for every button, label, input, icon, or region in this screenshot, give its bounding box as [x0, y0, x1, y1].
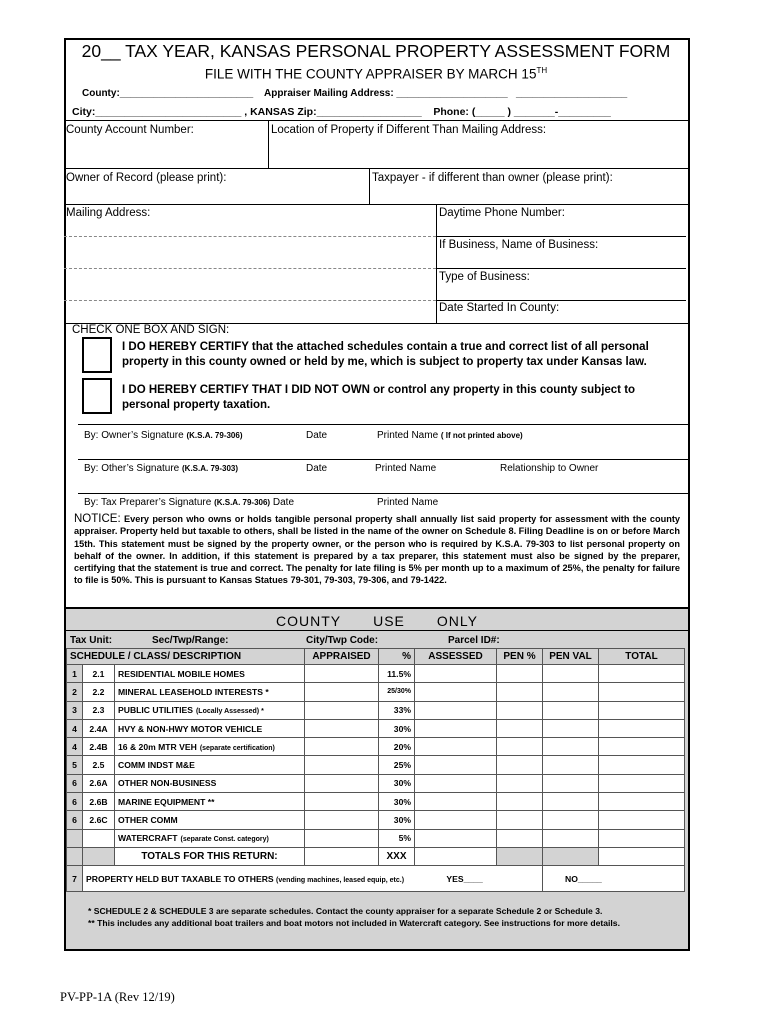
class-code: 2.1	[83, 665, 115, 683]
total-cell[interactable]	[599, 756, 685, 774]
class-code: 2.6B	[83, 793, 115, 811]
pen-val-cell[interactable]	[543, 756, 599, 774]
description	[115, 738, 305, 756]
date-label: Date	[306, 430, 328, 441]
location-label: Location of Property if Different Than Mailing Address:	[271, 124, 547, 136]
col-header: ASSESSED	[415, 649, 497, 665]
col-header: PEN %	[497, 649, 543, 665]
table-row	[67, 665, 685, 683]
description	[115, 829, 305, 847]
description	[115, 811, 305, 829]
totals-xxx: XXX	[379, 847, 415, 865]
appraised-cell[interactable]	[305, 701, 379, 719]
description-text: WATERCRAFT	[118, 833, 178, 844]
pen-pct-cell[interactable]	[497, 683, 543, 701]
pen-pct-cell[interactable]	[497, 811, 543, 829]
pen-val-cell[interactable]	[543, 811, 599, 829]
row-7	[67, 866, 685, 892]
class-code: 2.3	[83, 701, 115, 719]
tax-unit-label: Tax Unit:	[70, 635, 113, 646]
form-title: 20__ TAX YEAR, KANSAS PERSONAL PROPERTY ASSESSMENT FORM	[81, 41, 671, 61]
owner-signature-line[interactable]	[78, 424, 690, 425]
pen-pct-cell[interactable]	[497, 774, 543, 792]
schedule-number: 5	[67, 756, 83, 774]
pen-pct-cell[interactable]	[497, 829, 543, 847]
certify-own-text: I DO HEREBY CERTIFY that the attached schedules contain a true and correct list of all personal property in this county owned or held by me, which is subject to property tax under Kansas law.	[122, 341, 649, 368]
class-code: 2.6A	[83, 774, 115, 792]
assessed-cell[interactable]	[415, 738, 497, 756]
totals-row	[67, 847, 685, 865]
description-note: (Locally Assessed) *	[195, 708, 264, 716]
percent: 5%	[379, 829, 415, 847]
business-name-label: If Business, Name of Business:	[439, 239, 599, 251]
schedule-number: 4	[67, 719, 83, 737]
schedule-number	[67, 829, 83, 847]
row-7-description: PROPERTY HELD BUT TAXABLE TO OTHERS (vending machines, leased equip, etc.) YES____	[83, 866, 543, 892]
schedule-table	[66, 648, 685, 892]
table-row	[67, 738, 685, 756]
pen-pct-cell[interactable]	[497, 701, 543, 719]
assessed-cell[interactable]	[415, 829, 497, 847]
appraised-cell[interactable]	[305, 665, 379, 683]
description	[115, 793, 305, 811]
assessed-cell[interactable]	[415, 665, 497, 683]
table-row	[67, 829, 685, 847]
schedule-number: 2	[67, 683, 83, 701]
owner-of-record-label: Owner of Record (please print):	[66, 172, 227, 184]
pen-val-cell[interactable]	[543, 719, 599, 737]
certify-own-checkbox[interactable]	[82, 337, 112, 373]
class-code: 2.2	[83, 683, 115, 701]
divider	[64, 120, 688, 121]
percent: 30%	[379, 774, 415, 792]
total-cell[interactable]	[599, 665, 685, 683]
county-use-only-title: COUNTY USE ONLY	[275, 613, 478, 629]
divider	[436, 300, 686, 301]
yes-field[interactable]: YES____	[446, 873, 483, 884]
total-cell[interactable]	[599, 811, 685, 829]
date-label: Date	[306, 463, 328, 474]
schedule-number: 3	[67, 701, 83, 719]
divider	[64, 204, 688, 205]
description-text: PUBLIC UTILITIES	[118, 705, 193, 716]
description-text: OTHER NON-BUSINESS	[118, 778, 217, 789]
divider	[64, 168, 688, 169]
mailing-line-3[interactable]	[64, 300, 436, 301]
city-zip-phone-line[interactable]: City:_________________________ , KANSAS Zip:__________________ Phone: (_____ ) _______-_________	[72, 106, 611, 118]
col-header: SCHEDULE / CLASS/ DESCRIPTION	[67, 649, 305, 665]
percent: 33%	[379, 701, 415, 719]
printed-name-label: Printed Name	[375, 463, 437, 474]
table-row	[67, 811, 685, 829]
col-header: TOTAL	[599, 649, 685, 665]
mailing-line-2[interactable]	[64, 268, 436, 269]
form-subtitle: FILE WITH THE COUNTY APPRAISER BY MARCH 15TH	[204, 66, 548, 82]
class-code: 2.4A	[83, 719, 115, 737]
parcel-id-label: Parcel ID#:	[448, 635, 500, 646]
city-twp-code-label: City/Twp Code:	[306, 635, 379, 646]
pen-val-cell[interactable]	[543, 793, 599, 811]
class-code: 2.6C	[83, 811, 115, 829]
row-7-number: 7	[67, 866, 83, 892]
pen-val-cell[interactable]	[543, 774, 599, 792]
table-row	[67, 756, 685, 774]
percent: 25%	[379, 756, 415, 774]
percent: 20%	[379, 738, 415, 756]
class-code	[83, 829, 115, 847]
printed-name-label: Printed Name	[377, 497, 439, 508]
divider	[66, 630, 688, 631]
total-cell[interactable]	[599, 793, 685, 811]
preparer-signature-line[interactable]	[78, 493, 690, 494]
table-row	[67, 701, 685, 719]
description	[115, 683, 305, 701]
col-header: PEN VAL	[543, 649, 599, 665]
assessed-cell[interactable]	[415, 793, 497, 811]
pen-pct-cell[interactable]	[497, 719, 543, 737]
description-note: (separate Const. category)	[180, 836, 269, 844]
class-code: 2.5	[83, 756, 115, 774]
county-appraiser-line[interactable]: County:________________________ Appraiser Mailing Address: ____________________ ____________________	[82, 88, 628, 99]
assessed-cell[interactable]	[415, 719, 497, 737]
divider	[436, 204, 437, 324]
schedule-number: 4	[67, 738, 83, 756]
county-account-label: County Account Number:	[66, 124, 194, 136]
description-text: RESIDENTIAL MOBILE HOMES	[118, 668, 245, 679]
schedule-footnotes	[88, 906, 678, 929]
description-text: HVY & NON-HWY MOTOR VEHICLE	[118, 723, 263, 734]
other-signature-label: By: Other’s Signature (K.S.A. 79-303)	[84, 463, 239, 474]
pen-val-cell[interactable]	[543, 665, 599, 683]
other-signature-line[interactable]	[78, 459, 690, 460]
assessed-cell[interactable]	[415, 701, 497, 719]
table-row	[67, 683, 685, 701]
class-code: 2.4B	[83, 738, 115, 756]
pen-val-cell[interactable]	[543, 683, 599, 701]
assessed-cell[interactable]	[415, 683, 497, 701]
taxpayer-label: Taxpayer - if different than owner (please print):	[372, 172, 613, 184]
description-text: OTHER COMM	[118, 815, 178, 826]
appraised-cell[interactable]	[305, 719, 379, 737]
appraised-cell[interactable]	[305, 756, 379, 774]
total-cell[interactable]	[599, 774, 685, 792]
relationship-label: Relationship to Owner	[500, 463, 599, 474]
schedule-number: 6	[67, 811, 83, 829]
pen-pct-cell[interactable]	[497, 756, 543, 774]
mailing-address-label: Mailing Address:	[66, 207, 151, 219]
pen-val-cell[interactable]	[543, 829, 599, 847]
total-cell[interactable]	[599, 829, 685, 847]
printed-name-label: Printed Name ( If not printed above)	[377, 430, 523, 441]
col-header: APPRAISED	[305, 649, 379, 665]
totals-appraised-cell[interactable]	[305, 847, 379, 865]
assessed-cell[interactable]	[415, 756, 497, 774]
footnote-2: ** This includes any additional boat trailers and boat motors not included in Watercraft category. See instructions for more details.	[88, 917, 620, 928]
description	[115, 719, 305, 737]
check-one-instruction: CHECK ONE BOX AND SIGN:	[72, 324, 230, 336]
percent: 30%	[379, 793, 415, 811]
form-revision: PV-PP-1A (Rev 12/19)	[60, 990, 175, 1004]
appraised-cell[interactable]	[305, 683, 379, 701]
appraised-cell[interactable]	[305, 793, 379, 811]
appraised-cell[interactable]	[305, 829, 379, 847]
date-started-label: Date Started In County:	[439, 302, 560, 314]
description-text: 16 & 20m MTR VEH	[118, 741, 197, 752]
business-type-label: Type of Business:	[439, 271, 530, 283]
notice-paragraph: NOTICE: Every person who owns or holds tangible personal property shall annually list said property for assessment with the county appraiser. Property held but taxable to others, shall be listed in the name of the owner on Schedule 8. Filing Deadline is on or before March 15th. This statement must be signed by the property owner, or the person who is required by K.S.A. 79-303 to list personal property on behalf of the owner. In addition, if this statement is prepared by a tax preparer, this statement must also be signed by the preparer, certifying that the statement is true and correct. The penalty for late filing is 5% per month up to a maximum of 25%, the penalty for failure to file is 50%. This is pursuant to Kansas Statues 79-301, 79-303, 79-306, and 79-1422.	[74, 513, 680, 586]
total-cell[interactable]	[599, 701, 685, 719]
divider	[436, 268, 686, 269]
schedule-number: 1	[67, 665, 83, 683]
pen-pct-cell[interactable]	[497, 738, 543, 756]
certify-not-own-text: I DO HEREBY CERTIFY THAT I DID NOT OWN or control any property in this county subject to personal property taxation.	[122, 384, 636, 411]
certify-not-own-checkbox[interactable]	[82, 378, 112, 414]
percent: 25/30%	[379, 683, 415, 701]
table-row	[67, 774, 685, 792]
divider	[369, 168, 370, 204]
percent: 11.5%	[379, 665, 415, 683]
assessed-cell[interactable]	[415, 774, 497, 792]
owner-signature-label: By: Owner’s Signature (K.S.A. 79-306)	[84, 430, 243, 441]
totals-assessed-cell[interactable]	[415, 847, 497, 865]
col-header: %	[379, 649, 415, 665]
schedule-number: 6	[67, 774, 83, 792]
pen-val-cell[interactable]	[543, 701, 599, 719]
percent: 30%	[379, 811, 415, 829]
description-note: (separate certification)	[199, 744, 275, 752]
description-text: MINERAL LEASEHOLD INTERESTS *	[118, 686, 269, 697]
description	[115, 756, 305, 774]
appraised-cell[interactable]	[305, 774, 379, 792]
divider	[268, 120, 269, 168]
table-row	[67, 719, 685, 737]
daytime-phone-label: Daytime Phone Number:	[439, 207, 565, 219]
no-field[interactable]: NO_____	[543, 866, 685, 892]
table-header-row	[67, 649, 685, 665]
total-cell[interactable]	[599, 719, 685, 737]
description	[115, 701, 305, 719]
appraised-cell[interactable]	[305, 738, 379, 756]
description-text: COMM INDST M&E	[118, 760, 195, 771]
pen-val-cell[interactable]	[543, 738, 599, 756]
mailing-line-1[interactable]	[64, 236, 436, 237]
table-row	[67, 793, 685, 811]
preparer-signature-label: By: Tax Preparer’s Signature (K.S.A. 79-306) Date	[84, 497, 295, 508]
percent: 30%	[379, 719, 415, 737]
pen-pct-cell[interactable]	[497, 665, 543, 683]
description	[115, 774, 305, 792]
description-text: MARINE EQUIPMENT **	[118, 796, 215, 807]
totals-total-cell[interactable]	[599, 847, 685, 865]
schedule-number: 6	[67, 793, 83, 811]
description	[115, 665, 305, 683]
totals-label: TOTALS FOR THIS RETURN:	[115, 847, 305, 865]
assessed-cell[interactable]	[415, 811, 497, 829]
total-cell[interactable]	[599, 683, 685, 701]
pen-pct-cell[interactable]	[497, 793, 543, 811]
sec-twp-range-label: Sec/Twp/Range:	[152, 635, 229, 646]
total-cell[interactable]	[599, 738, 685, 756]
appraised-cell[interactable]	[305, 811, 379, 829]
footnote-1: * SCHEDULE 2 & SCHEDULE 3 are separate schedules. Contact the county appraiser for a separate Schedule 2 or Schedule 3.	[88, 906, 603, 916]
divider	[436, 236, 686, 237]
